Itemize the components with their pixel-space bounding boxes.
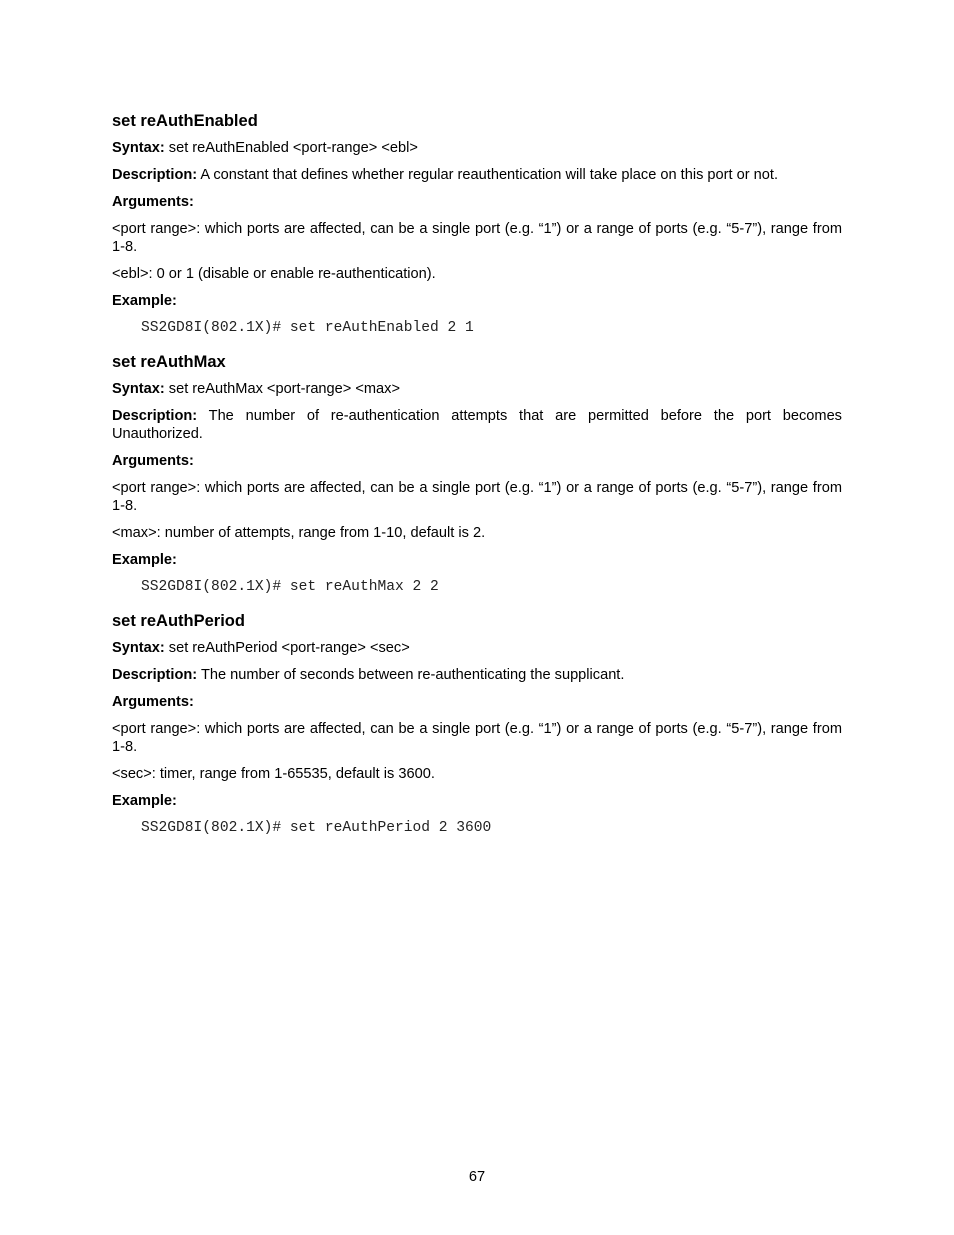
argument-text: <ebl>: 0 or 1 (disable or enable re-authentication). xyxy=(112,266,436,282)
syntax-line xyxy=(112,639,842,657)
syntax-label: Syntax: xyxy=(112,140,165,156)
example-code: SS2GD8I(802.1X)# set reAuthEnabled 2 1 xyxy=(141,320,474,336)
description-text: A constant that defines whether regular reauthentication will take place on this port or not. xyxy=(200,167,778,183)
example-code: SS2GD8I(802.1X)# set reAuthPeriod 2 3600 xyxy=(141,820,492,836)
description-line xyxy=(112,666,842,684)
syntax-text: set reAuthPeriod <port-range> <sec> xyxy=(168,640,410,656)
syntax-text: set reAuthEnabled <port-range> <ebl> xyxy=(168,140,418,156)
section-reauthenabled xyxy=(112,111,842,337)
syntax-line xyxy=(112,139,842,157)
section-title: set reAuthMax xyxy=(112,353,226,371)
example-label: Example: xyxy=(112,793,177,809)
syntax-text: set reAuthMax <port-range> <max> xyxy=(168,381,400,397)
description-line xyxy=(112,407,842,443)
section-title: set reAuthEnabled xyxy=(112,112,258,130)
arguments-label: Arguments: xyxy=(112,694,194,710)
description-label: Description: xyxy=(112,667,198,683)
arguments-label: Arguments: xyxy=(112,194,194,210)
document-page xyxy=(112,111,842,837)
description-line xyxy=(112,166,842,184)
section-reauthperiod xyxy=(112,611,842,837)
description-label: Description: xyxy=(112,408,198,424)
section-reauthmax xyxy=(112,352,842,596)
section-title: set reAuthPeriod xyxy=(112,612,245,630)
description-text: The number of seconds between re-authenticating the supplicant. xyxy=(200,667,625,683)
arguments-label: Arguments: xyxy=(112,453,194,469)
argument-text: <sec>: timer, range from 1-65535, default is 3600. xyxy=(112,766,435,782)
example-label: Example: xyxy=(112,293,177,309)
syntax-label: Syntax: xyxy=(112,381,165,397)
syntax-label: Syntax: xyxy=(112,640,165,656)
page-number: 67 xyxy=(468,1169,486,1185)
syntax-line xyxy=(112,380,842,398)
example-label: Example: xyxy=(112,552,177,568)
description-label: Description: xyxy=(112,167,198,183)
description-text: The number of re-authentication attempts that are permitted before the port becomes Unauthorized. xyxy=(112,408,842,442)
argument-text: <port range>: which ports are affected, can be a single port (e.g. “1”) or a range of ports (e.g. “5-7”), range from 1-8. xyxy=(112,721,842,755)
argument-text: <max>: number of attempts, range from 1-10, default is 2. xyxy=(112,525,486,541)
example-code: SS2GD8I(802.1X)# set reAuthMax 2 2 xyxy=(141,579,439,595)
argument-text: <port range>: which ports are affected, can be a single port (e.g. “1”) or a range of ports (e.g. “5-7”), range from 1-8. xyxy=(112,480,842,514)
argument-text: <port range>: which ports are affected, can be a single port (e.g. “1”) or a range of ports (e.g. “5-7”), range from 1-8. xyxy=(112,221,842,255)
